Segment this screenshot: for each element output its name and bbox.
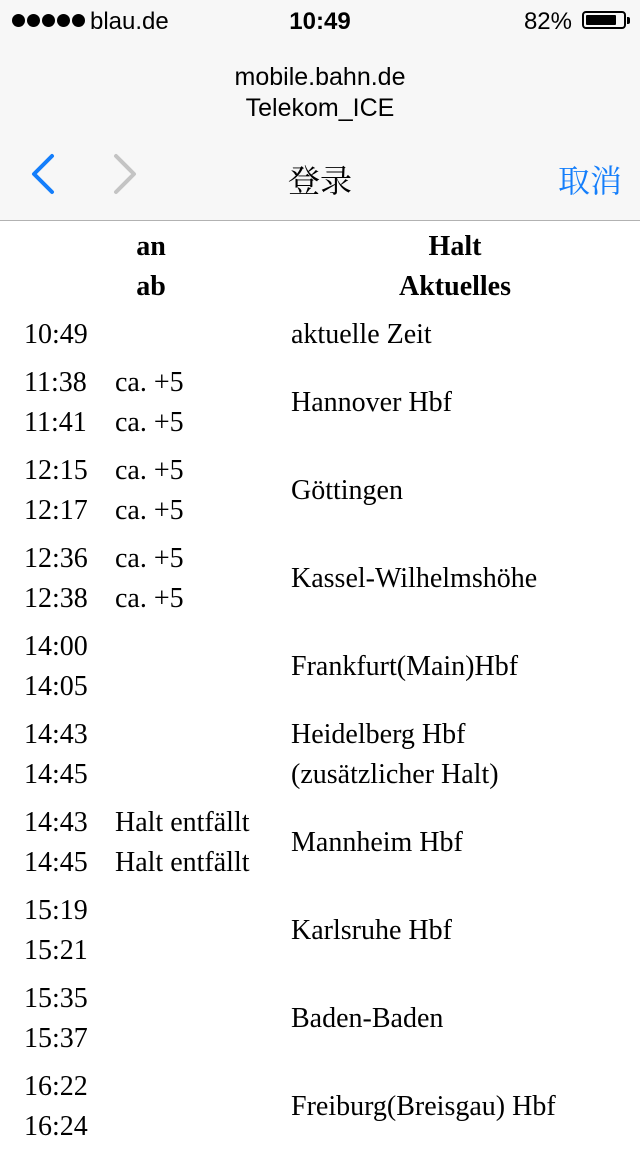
table-row — [0, 1067, 640, 1155]
stop-list — [0, 317, 640, 1155]
timetable — [0, 221, 640, 1142]
arrival-delay: ca. +5 — [115, 455, 184, 486]
status-time: 10:49 — [289, 8, 351, 35]
station-name — [291, 715, 499, 795]
carrier-name: blau.de — [90, 8, 169, 35]
header-ab: ab — [136, 271, 166, 302]
departure-delay — [115, 931, 122, 971]
departure-delay: ca. +5 — [115, 407, 184, 438]
arrival-time: 15:35 — [24, 983, 88, 1014]
departure-time: 12:38 — [24, 583, 88, 614]
departure-time: 16:24 — [24, 1111, 88, 1142]
header-aktuelles: Aktuelles — [399, 271, 511, 302]
header-an: an — [136, 231, 166, 262]
table-row — [0, 803, 640, 891]
departure-time: 15:37 — [24, 1023, 88, 1054]
departure-time: 11:41 — [24, 407, 87, 438]
page-url: mobile.bahn.de — [234, 63, 406, 91]
station-name — [291, 383, 452, 423]
table-row — [0, 451, 640, 539]
station-name — [291, 559, 537, 599]
browser-header — [0, 40, 640, 221]
arrival-delay: ca. +5 — [115, 367, 184, 398]
station-label: Heidelberg Hbf — [291, 719, 466, 750]
table-row — [0, 627, 640, 715]
station-label: Frankfurt(Main)Hbf — [291, 651, 519, 682]
arrival-time: 14:43 — [24, 719, 88, 750]
arrival-delay: ca. +5 — [115, 543, 184, 574]
departure-time: 14:45 — [24, 759, 88, 790]
arrival-time: 14:00 — [24, 631, 88, 662]
station-name — [291, 999, 443, 1039]
departure-delay — [115, 1107, 122, 1147]
status-bar — [0, 0, 640, 40]
departure-delay: ca. +5 — [115, 495, 184, 526]
arrival-time: 12:36 — [24, 543, 88, 574]
network-name: Telekom_ICE — [245, 94, 395, 122]
arrival-time: 15:19 — [24, 895, 88, 926]
table-row — [0, 539, 640, 627]
station-label: Freiburg(Breisgau) Hbf — [291, 1091, 556, 1122]
departure-delay — [115, 1019, 122, 1059]
station-name — [291, 1087, 556, 1127]
departure-delay — [115, 755, 122, 795]
departure-delay: ca. +5 — [115, 583, 184, 614]
page-title: 登录 — [287, 163, 352, 199]
station-label: Karlsruhe Hbf — [291, 915, 452, 946]
current-time-label: aktuelle Zeit — [291, 319, 432, 350]
arrival-time: 11:38 — [24, 367, 87, 398]
station-name — [291, 823, 463, 863]
column-header-arrival-departure — [106, 227, 196, 307]
station-name — [291, 471, 403, 511]
battery-percent: 82% — [523, 8, 572, 35]
station-note: (zusätzlicher Halt) — [291, 759, 499, 790]
arrival-time: 16:22 — [24, 1071, 88, 1102]
departure-time: 14:05 — [24, 671, 88, 702]
station-label: Mannheim Hbf — [291, 827, 463, 858]
arrival-delay: Halt entfällt — [115, 807, 250, 838]
station-label: Kassel-Wilhelmshöhe — [291, 563, 538, 594]
station-name — [291, 911, 452, 951]
arrival-delay — [115, 627, 122, 667]
arrival-time: 12:15 — [24, 455, 88, 486]
arrival-delay — [115, 979, 122, 1019]
cancel-button[interactable]: 取消 — [557, 163, 622, 199]
departure-time: 12:17 — [24, 495, 88, 526]
arrival-delay — [115, 715, 122, 755]
station-label: Baden-Baden — [291, 1003, 444, 1034]
arrival-delay — [115, 891, 122, 931]
station-label: Hannover Hbf — [291, 387, 452, 418]
departure-time: 14:45 — [24, 847, 88, 878]
station-label: Göttingen — [291, 475, 403, 506]
station-name — [291, 647, 518, 687]
current-time: 10:49 — [24, 319, 88, 350]
arrival-time: 14:43 — [24, 807, 88, 838]
battery-icon — [582, 11, 626, 29]
column-header-stop — [340, 227, 570, 307]
table-row — [0, 979, 640, 1067]
table-row — [0, 891, 640, 979]
table-row — [0, 363, 640, 451]
header-halt: Halt — [428, 231, 482, 262]
arrival-delay — [115, 1067, 122, 1107]
departure-delay — [115, 667, 122, 707]
table-row — [0, 715, 640, 803]
current-time-row — [0, 317, 640, 363]
departure-delay: Halt entfällt — [115, 847, 250, 878]
departure-time: 15:21 — [24, 935, 88, 966]
